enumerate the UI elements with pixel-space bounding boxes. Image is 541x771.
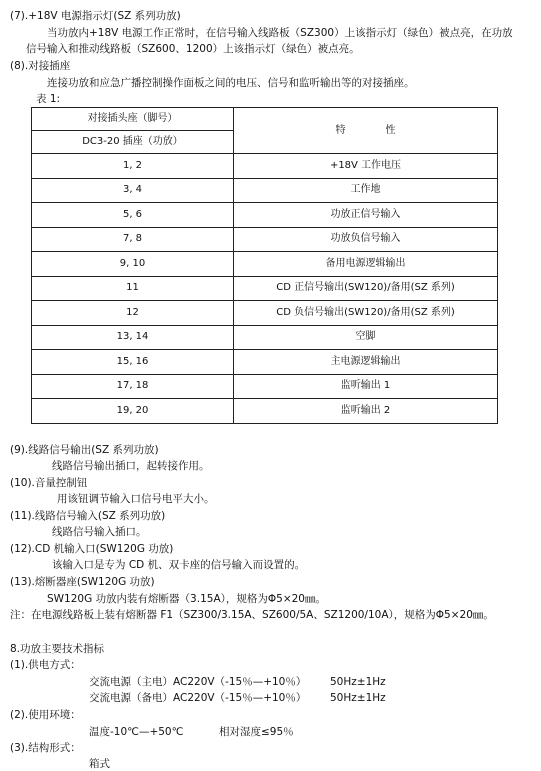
section-8-title: (8).对接插座 [10, 60, 71, 72]
pin-cell: 9, 10 [32, 252, 234, 277]
table-caption: 表 1: [36, 93, 61, 105]
table-row [32, 301, 498, 326]
table-row [32, 252, 498, 277]
section-12-title: (12).CD 机输入口(SW120G 功放) [10, 543, 174, 555]
spec-structure-value: 箱式 [89, 758, 110, 770]
spec-main-power: 交流电源（主电）AC220V（-15％—+10％） [89, 676, 307, 688]
pin-cell: 1, 2 [32, 154, 234, 179]
section-10-title: (10).音量控制钮 [10, 477, 88, 489]
body-text: SW120G 功放内装有熔断器（3.15A），规格为Φ5×20㎜。 [47, 593, 326, 605]
table-header-feature: 特 性 [234, 108, 498, 154]
pin-cell: 17, 18 [32, 374, 234, 399]
feature-cell: 监听输出 2 [234, 399, 498, 424]
table-row [32, 178, 498, 203]
pin-cell: 15, 16 [32, 350, 234, 375]
section-13-title: (13).熔断器座(SW120G 功放) [10, 576, 155, 588]
pin-cell: 11 [32, 276, 234, 301]
table-header-socket: DC3-20 插座（功放） [32, 131, 234, 154]
body-text: 连接功放和应急广播控制操作面板之间的电压、信号和监听输出等的对接插座。 [47, 77, 415, 89]
feature-cell: CD 正信号输出(SW120)/备用(SZ 系列) [234, 276, 498, 301]
spec-heading: 8.功放主要技术指标 [10, 643, 105, 655]
pin-cell: 7, 8 [32, 227, 234, 252]
feature-cell: 空脚 [234, 325, 498, 350]
spec-item-structure: (3).结构形式： [10, 742, 81, 754]
table-row [32, 325, 498, 350]
body-text: 线路信号输入插口。 [52, 526, 147, 538]
feature-cell: 工作地 [234, 178, 498, 203]
body-text: 当功放内+18V 电源工作正常时，在信号输入线路板（SZ300）上该指示灯（绿色）被点亮，在功放 [47, 27, 513, 39]
pin-cell: 19, 20 [32, 399, 234, 424]
table-header-pin: 对接插头座（脚号） [32, 108, 234, 131]
spec-backup-frequency: 50Hz±1Hz [330, 692, 386, 704]
section-9-title: (9).线路信号输出(SZ 系列功放) [10, 444, 159, 456]
section-7-title: (7).+18V 电源指示灯(SZ 系列功放) [10, 10, 181, 22]
body-text: 该输入口是专为 CD 机、双卡座的信号输入而设置的。 [52, 559, 306, 571]
pin-cell: 3, 4 [32, 178, 234, 203]
table-row [32, 227, 498, 252]
feature-cell: 监听输出 1 [234, 374, 498, 399]
body-text: 用该钮调节输入口信号电平大小。 [57, 493, 215, 505]
feature-cell: CD 负信号输出(SW120)/备用(SZ 系列) [234, 301, 498, 326]
feature-cell: 功放正信号输入 [234, 203, 498, 228]
table-row [32, 399, 498, 424]
note-text: 注：在电源线路板上装有熔断器 F1（SZ300/3.15A、SZ600/5A、SZ1200/10A），规格为Φ5×20㎜。 [10, 609, 494, 621]
pin-cell: 5, 6 [32, 203, 234, 228]
spec-temperature: 温度-10℃—+50℃ [89, 726, 184, 738]
spec-item-environment: (2).使用环境： [10, 709, 81, 721]
body-text: 信号输入和推动线路板（SZ600、1200）上该指示灯（绿色）被点亮。 [26, 43, 360, 55]
section-11-title: (11).线路信号输入(SZ 系列功放) [10, 510, 166, 522]
pin-cell: 13, 14 [32, 325, 234, 350]
spec-main-frequency: 50Hz±1Hz [330, 676, 386, 688]
table-row [32, 276, 498, 301]
feature-cell: +18V 工作电压 [234, 154, 498, 179]
table-row [32, 154, 498, 179]
spec-backup-power: 交流电源（备电）AC220V（-15％—+10％） [89, 692, 307, 704]
feature-cell: 功放负信号输入 [234, 227, 498, 252]
pin-cell: 12 [32, 301, 234, 326]
table-row [32, 350, 498, 375]
pin-table [31, 107, 498, 424]
table-row [32, 374, 498, 399]
feature-cell: 备用电源逻辑输出 [234, 252, 498, 277]
spec-humidity: 相对湿度≤95％ [219, 726, 294, 738]
spec-item-power: (1).供电方式： [10, 659, 81, 671]
table-row [32, 203, 498, 228]
feature-cell: 主电源逻辑输出 [234, 350, 498, 375]
body-text: 线路信号输出插口，起转接作用。 [52, 460, 210, 472]
